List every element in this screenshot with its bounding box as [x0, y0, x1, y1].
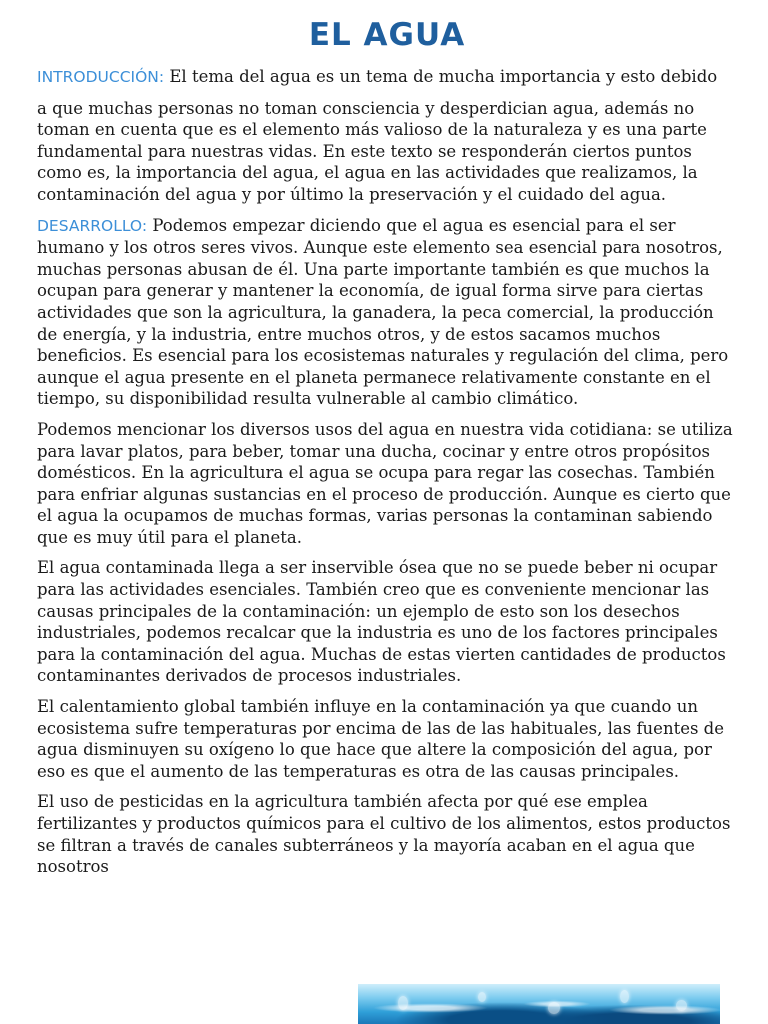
intro-label: INTRODUCCIÓN:: [37, 68, 165, 86]
water-drop: [548, 1002, 560, 1014]
water-drop: [478, 992, 486, 1002]
water-drop: [676, 1000, 687, 1011]
body-paragraph-uses: Podemos mencionar los diversos usos del agua en nuestra vida cotidiana: se utiliza para lavar platos, para beber, tomar una ducha, cocinar y entre otros propósitos domésticos. En la agricultura el agua se ocupa para regar las cosechas. También para enfriar algunas sustancias en el proceso de producción. Aunque es cierto que el agua la ocupamos de muchas formas, varias personas la contaminan sabiendo que es muy útil para el planeta.: [37, 419, 733, 547]
development-text: Podemos empezar diciendo que el agua es esencial para el ser humano y los otros seres vivos. Aunque este elemento sea esencial para nosotros, muchas personas abusan de él. Una parte importante también es que muchos la ocupan para generar y mantener la economía, de igual forma sirve para ciertas actividades que son la agricultura, la ganadera, la peca comercial, la producción de energía, y la industria, entre muchos otros, y de estos sacamos muchos beneficios. Es esencial para los ecosistemas naturales y regulación del clima, pero aunque el agua presente en el planeta permanece relativamente constante en el tiempo, su disponibilidad resulta vulnerable al cambio climático.: [37, 215, 729, 409]
water-drop: [620, 990, 629, 1003]
page-title: EL AGUA: [308, 17, 466, 53]
development-paragraph: [37, 215, 737, 410]
water-photo: [358, 984, 720, 1024]
intro-body-paragraph: a que muchas personas no toman consciencia y desperdician agua, además no toman en cuenta que es el elemento más valioso de la naturaleza y es una parte fundamental para nuestras vidas. En este texto se responderán ciertos puntos como es, la importancia del agua, el agua en las actividades que realizamos, la contaminación del agua y por último la preservación y el cuidado del agua.: [37, 98, 707, 204]
document-page: [37, 14, 737, 887]
body-paragraph-pesticides: El uso de pesticidas en la agricultura también afecta por qué ese emplea fertilizantes y productos químicos para el cultivo de los alimentos, estos productos se filtran a través de canales subterráneos y la mayoría acaban en el agua que nosotros: [37, 792, 731, 877]
water-drop: [398, 996, 408, 1010]
development-label: DESARROLLO:: [37, 216, 148, 235]
intro-first-line: El tema del agua es un tema de mucha importancia y esto debido: [169, 67, 718, 86]
body-paragraph-global-warming: El calentamiento global también influye en la contaminación ya que cuando un ecosistema sufre temperaturas por encima de las de las habituales, las fuentes de agua disminuyen su oxígeno lo que hace que altere la composición del agua, por eso es que el aumento de las temperaturas es otra de las causas principales.: [37, 697, 725, 781]
body-paragraph-contamination: El agua contaminada llega a ser inservible ósea que no se puede beber ni ocupar para las actividades esenciales. También creo que es conveniente mencionar las causas principales de la contaminación: un ejemplo de esto son los desechos industriales, podemos recalcar que la industria es uno de los factores principales para la contaminación del agua. Muchas de estas vierten cantidades de productos contaminantes derivados de procesos industriales.: [37, 558, 726, 686]
intro-paragraph: [37, 66, 737, 89]
